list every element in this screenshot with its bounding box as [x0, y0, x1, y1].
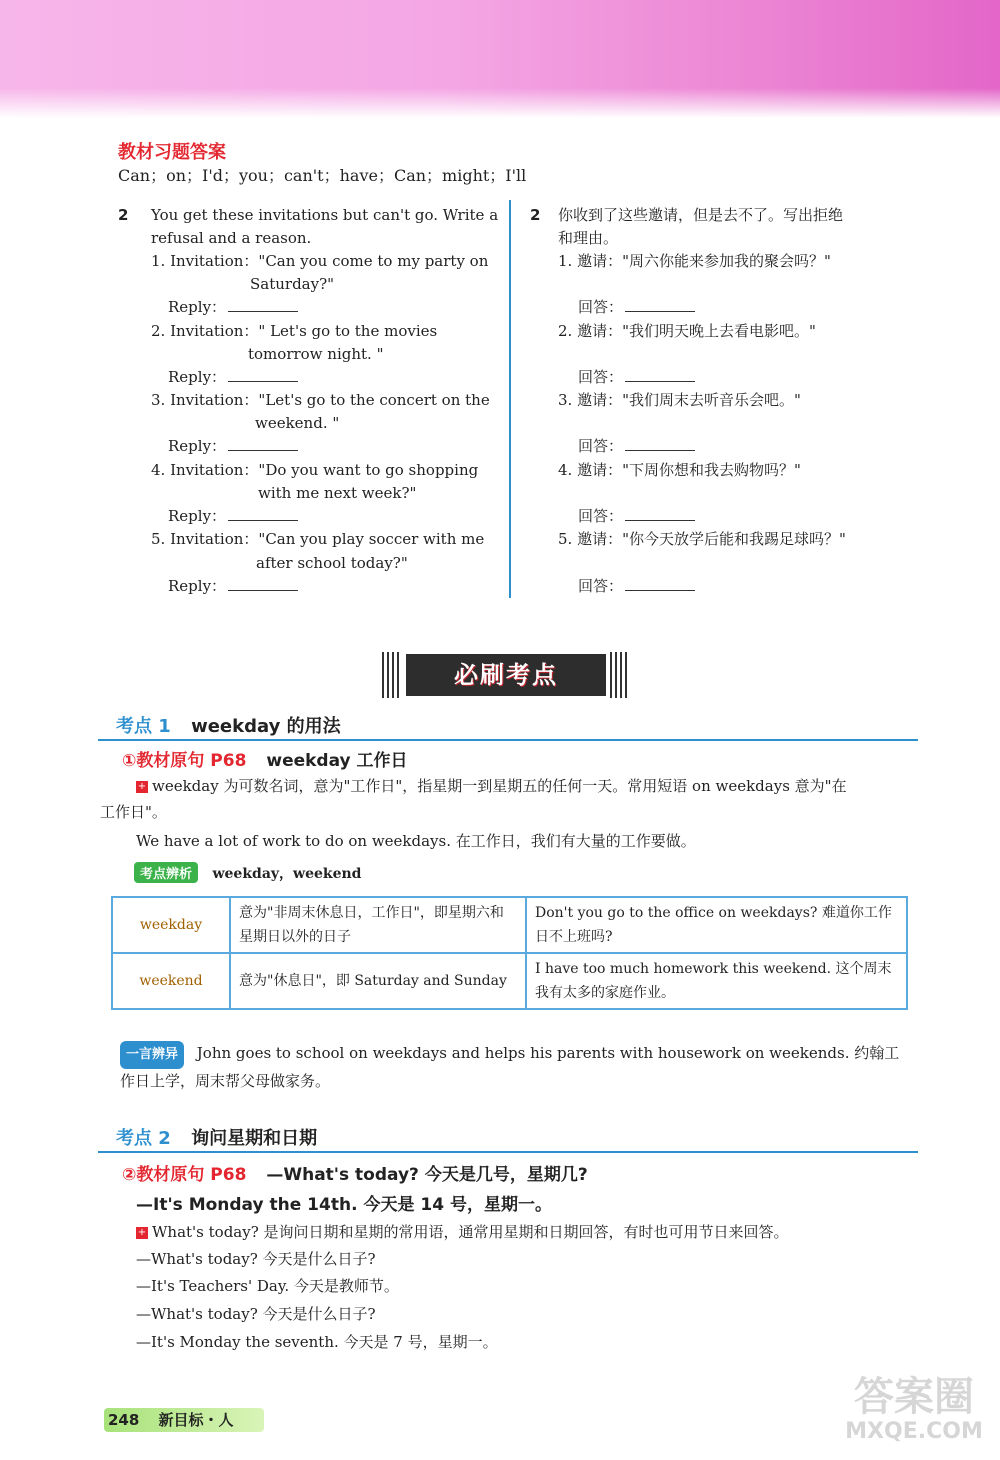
exercise-cn-item-3-reply: 回答： [578, 435, 695, 458]
point2-source-text: —What's today? 今天是几号，星期几? [266, 1165, 588, 1185]
exercise-en-item-4-line2: with me next week?" [258, 484, 417, 502]
exercise-en-item-2-line2: tomorrow night. " [248, 345, 384, 363]
exercise-en-item-1-line1: 1. Invitation："Can you come to my party on [151, 252, 489, 270]
exercise-cn-item-2: 2. 邀请："我们明天晚上去看电影吧。" [558, 322, 816, 340]
point2-source [122, 1160, 588, 1185]
exercise-cn-item-1-reply: 回答： [578, 296, 695, 319]
exercise-en-item-4-reply: Reply： [168, 505, 298, 528]
table-cell-meaning: 意为"休息日"，即 Saturday and Sunday [230, 953, 526, 1009]
point2-line-3: —What's today? 今天是什么日子? [136, 1305, 376, 1323]
point1-explain-1: + weekday 为可数名词，意为"工作日"，指星期一到星期五的任何一天。常用短语 on weekdays 意为"在 [137, 777, 847, 795]
exercise-en-item-5-reply: Reply： [168, 575, 298, 598]
analysis-words: weekday，weekend [212, 866, 362, 882]
comparison-table [111, 896, 908, 1010]
exercise-cn-number: 2 [530, 206, 541, 224]
exercise-en-item-5-line1: 5. Invitation："Can you play soccer with me [151, 530, 485, 548]
watermark [834, 1375, 994, 1455]
answer-blank[interactable] [625, 436, 695, 451]
point1-heading [116, 712, 341, 738]
exercise-cn-item-5: 5. 邀请："你今天放学后能和我踢足球吗？" [558, 530, 846, 548]
exercise-en-item-2-line1: 2. Invitation：" Let's go to the movies [151, 322, 438, 340]
answer-blank[interactable] [228, 436, 298, 451]
exercise-en-item-5-line2: after school today?" [256, 554, 408, 572]
point2-line-4: —It's Monday the seventh. 今天是 7 号，星期一。 [136, 1333, 498, 1351]
table-cell-meaning: 意为"非周末休息日，工作日"，即星期六和星期日以外的日子 [230, 897, 526, 953]
section-banner [382, 652, 630, 698]
table-cell-example: Don't you go to the office on weekdays? 难道你工作日不上班吗? [526, 897, 907, 953]
section-banner-title: 必刷考点 [406, 654, 606, 696]
exercise-en-intro-2: refusal and a reason. [151, 229, 312, 247]
point2-label: 考点 2 [116, 1128, 171, 1149]
point1-explain-2: 工作日"。 [100, 803, 167, 821]
banner-stripes-left [382, 652, 402, 698]
table-cell-word: weekday [112, 897, 230, 953]
watermark-url: MXQE.COM [845, 1419, 983, 1444]
point1-source [122, 746, 408, 771]
point2-rule [98, 1151, 918, 1153]
watermark-main: 答案圈 [854, 1374, 974, 1420]
exercise-en-item-3-line2: weekend. " [255, 414, 340, 432]
exercise-cn-intro-1: 你收到了这些邀请，但是去不了。写出拒绝 [558, 206, 844, 224]
exercise-en-item-3-line1: 3. Invitation："Let's go to the concert on the [151, 391, 490, 409]
plus-icon: + [137, 1227, 147, 1238]
point1-source-num: ①教材原句 P68 [122, 751, 247, 771]
exercise-cn-item-3: 3. 邀请："我们周末去听音乐会吧。" [558, 391, 801, 409]
answer-blank[interactable] [625, 297, 695, 312]
exercise-cn-intro-2: 和理由。 [558, 229, 619, 247]
exercise-cn-item-2-reply: 回答： [578, 366, 695, 389]
banner-stripes-right [610, 652, 630, 698]
point2-title: 询问星期和日期 [191, 1128, 318, 1149]
table-cell-example: I have too much homework this weekend. 这个周末我有太多的家庭作业。 [526, 953, 907, 1009]
column-divider [509, 200, 511, 598]
point1-label: 考点 1 [116, 716, 171, 737]
exercise-en-item-4-line1: 4. Invitation："Do you want to go shopping [151, 461, 479, 479]
book-name: 新目标・人 [158, 1411, 234, 1429]
analysis-tag: 考点辨析 [134, 862, 198, 883]
exercise-en-item-1-reply: Reply： [168, 296, 298, 319]
point2-source-num: ②教材原句 P68 [122, 1165, 247, 1185]
point1-rule [98, 739, 918, 741]
exercise-cn-item-5-reply: 回答： [578, 575, 695, 598]
exercise-en-intro-1: You get these invitations but can't go. Write a [151, 206, 499, 224]
point2-line-1: —What's today? 今天是什么日子? [136, 1250, 376, 1268]
exercise-en-item-2-reply: Reply： [168, 366, 298, 389]
exercise-cn-item-4-reply: 回答： [578, 505, 695, 528]
exercise-en-number: 2 [118, 206, 129, 224]
answer-blank[interactable] [228, 576, 298, 591]
table-cell-word: weekend [112, 953, 230, 1009]
table-row [112, 897, 907, 953]
point2-line-2: —It's Teachers' Day. 今天是教师节。 [136, 1277, 399, 1295]
point1-example: We have a lot of work to do on weekdays. 在工作日，我们有大量的工作要做。 [136, 832, 696, 850]
exercise-en-item-1-line2: Saturday?" [250, 275, 335, 293]
point1-source-text: weekday 工作日 [266, 751, 408, 771]
table-row [112, 953, 907, 1009]
point2-source-text-2: —It's Monday the 14th. 今天是 14 号，星期一。 [136, 1195, 552, 1215]
exercise-en-item-3-reply: Reply： [168, 435, 298, 458]
note-text-2: 作日上学，周末帮父母做家务。 [120, 1072, 331, 1090]
answer-blank[interactable] [228, 506, 298, 521]
exercise-cn-item-4: 4. 邀请："下周你想和我去购物吗？" [558, 461, 801, 479]
exercise-cn-item-1: 1. 邀请："周六你能来参加我的聚会吗？" [558, 252, 831, 270]
point1-title: weekday 的用法 [191, 716, 341, 737]
answer-blank[interactable] [625, 576, 695, 591]
page-footer [104, 1408, 264, 1432]
point2-explain: + What's today? 是询问日期和星期的常用语，通常用星期和日期回答，有时也可用节日来回答。 [137, 1223, 789, 1241]
point1-analysis [134, 862, 361, 883]
point2-heading [116, 1124, 317, 1150]
answer-blank[interactable] [228, 297, 298, 312]
answers-text: Can；on；I'd；you；can't；have；Can；might；I'll [118, 166, 527, 185]
answer-blank[interactable] [228, 367, 298, 382]
note-text-1: John goes to school on weekdays and helps his parents with housework on weekends. 约翰工 [196, 1044, 900, 1062]
header-banner-fade [0, 88, 1000, 118]
note-tag: 一言辨异 [120, 1041, 184, 1069]
point1-note [120, 1040, 910, 1069]
page-number: 248 [108, 1411, 140, 1429]
answer-blank[interactable] [625, 506, 695, 521]
plus-icon: + [137, 781, 147, 792]
answers-title: 教材习题答案 [118, 142, 226, 163]
answer-blank[interactable] [625, 367, 695, 382]
